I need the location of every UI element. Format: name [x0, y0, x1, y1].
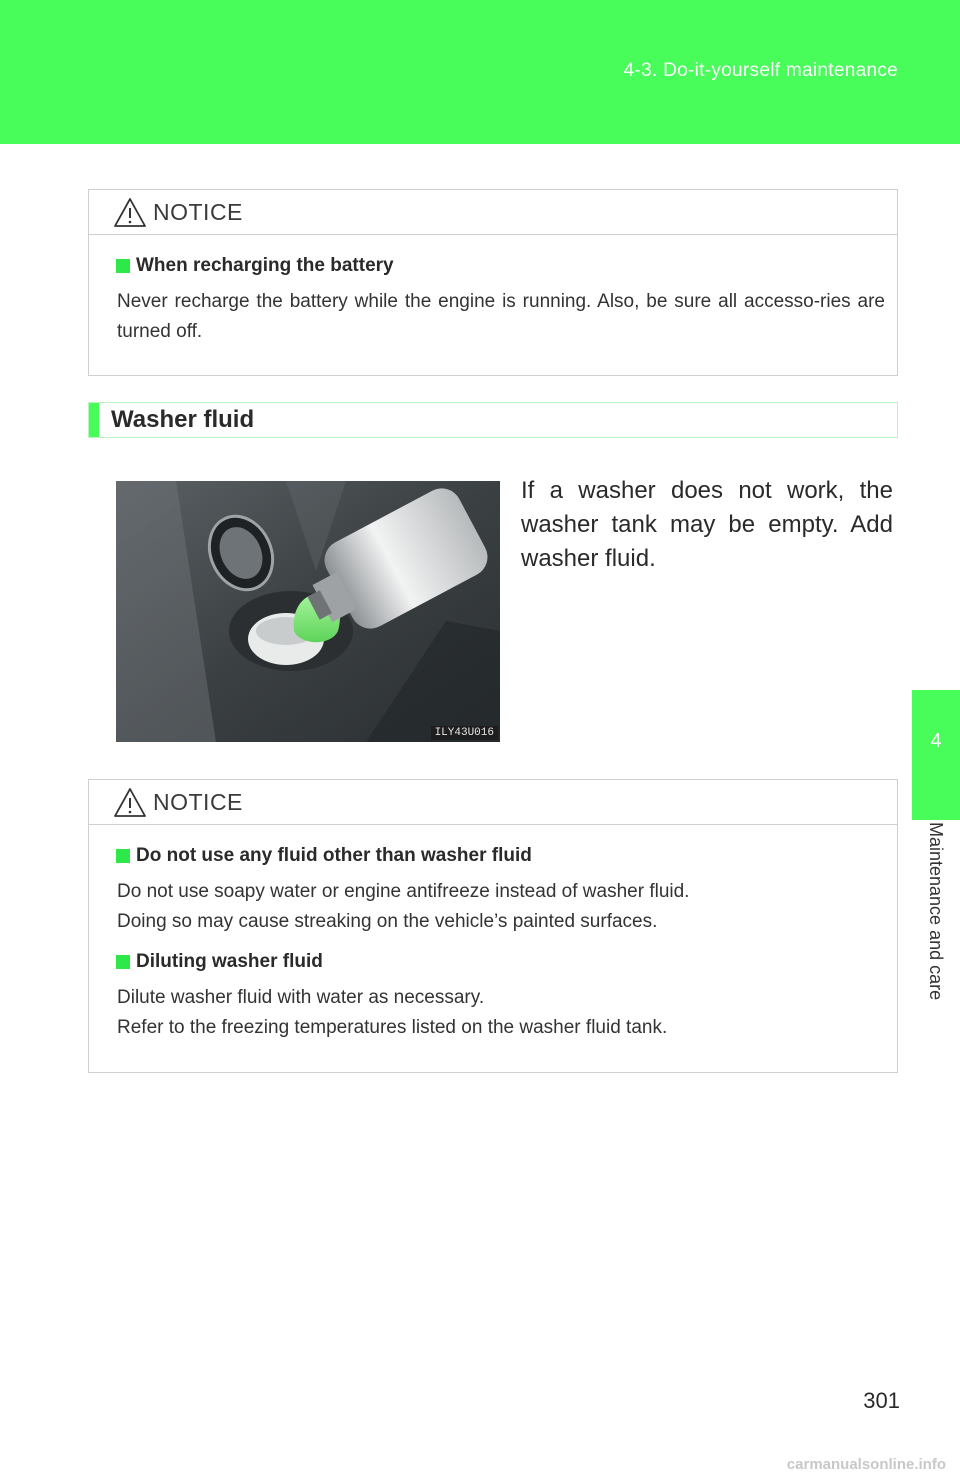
chapter-title: 4-3. Do-it-yourself maintenance — [623, 60, 898, 81]
notice-subheading — [116, 951, 885, 973]
figure-code: ILY43U016 — [431, 726, 498, 740]
warning-triangle-icon — [113, 196, 147, 228]
washer-fluid-drawing — [116, 481, 500, 742]
notice-body — [89, 825, 897, 1077]
washer-fluid-illustration — [116, 481, 500, 742]
notice-text: Never recharge the battery while the engine is running. Also, be sure all accesso-ries are turned off. — [117, 291, 885, 342]
notice-subheading — [116, 255, 885, 277]
notice-body — [89, 235, 897, 381]
section-description: If a washer does not work, the washer tank may be empty. Add washer fluid. — [521, 477, 893, 572]
chapter-tab — [912, 690, 960, 820]
section-title: Washer fluid — [111, 406, 255, 433]
notice-header — [89, 780, 897, 825]
chapter-label: Maintenance and care — [926, 822, 946, 1001]
notice-box-washer — [88, 779, 898, 1073]
chapter-number: 4 — [930, 730, 942, 752]
section-accent — [89, 403, 99, 437]
bullet-square-icon — [116, 849, 130, 863]
section-heading-bar — [88, 402, 898, 438]
subheading-text: Do not use any fluid other than washer fluid — [136, 845, 532, 866]
notice-text — [116, 983, 885, 1043]
watermark: carmanualsonline.info — [786, 1456, 946, 1473]
notice-text — [116, 877, 885, 937]
notice-line: Dilute washer fluid with water as necessary. — [117, 987, 485, 1008]
bullet-square-icon — [116, 259, 130, 273]
subheading-text: Diluting washer fluid — [136, 951, 323, 972]
notice-box-battery — [88, 189, 898, 376]
notice-header — [89, 190, 897, 235]
notice-subheading — [116, 845, 885, 867]
notice-line: Doing so may cause streaking on the vehicle’s painted surfaces. — [117, 911, 658, 932]
bullet-square-icon — [116, 955, 130, 969]
notice-line: Refer to the freezing temperatures listed on the washer fluid tank. — [117, 1017, 668, 1038]
notice-label: NOTICE — [153, 199, 243, 225]
subheading-text: When recharging the battery — [136, 255, 394, 276]
page-header — [0, 0, 960, 144]
notice-label: NOTICE — [153, 789, 243, 815]
warning-triangle-icon — [113, 786, 147, 818]
page-number: 301 — [863, 1388, 900, 1413]
notice-line: Do not use soapy water or engine antifreeze instead of washer fluid. — [117, 881, 690, 902]
